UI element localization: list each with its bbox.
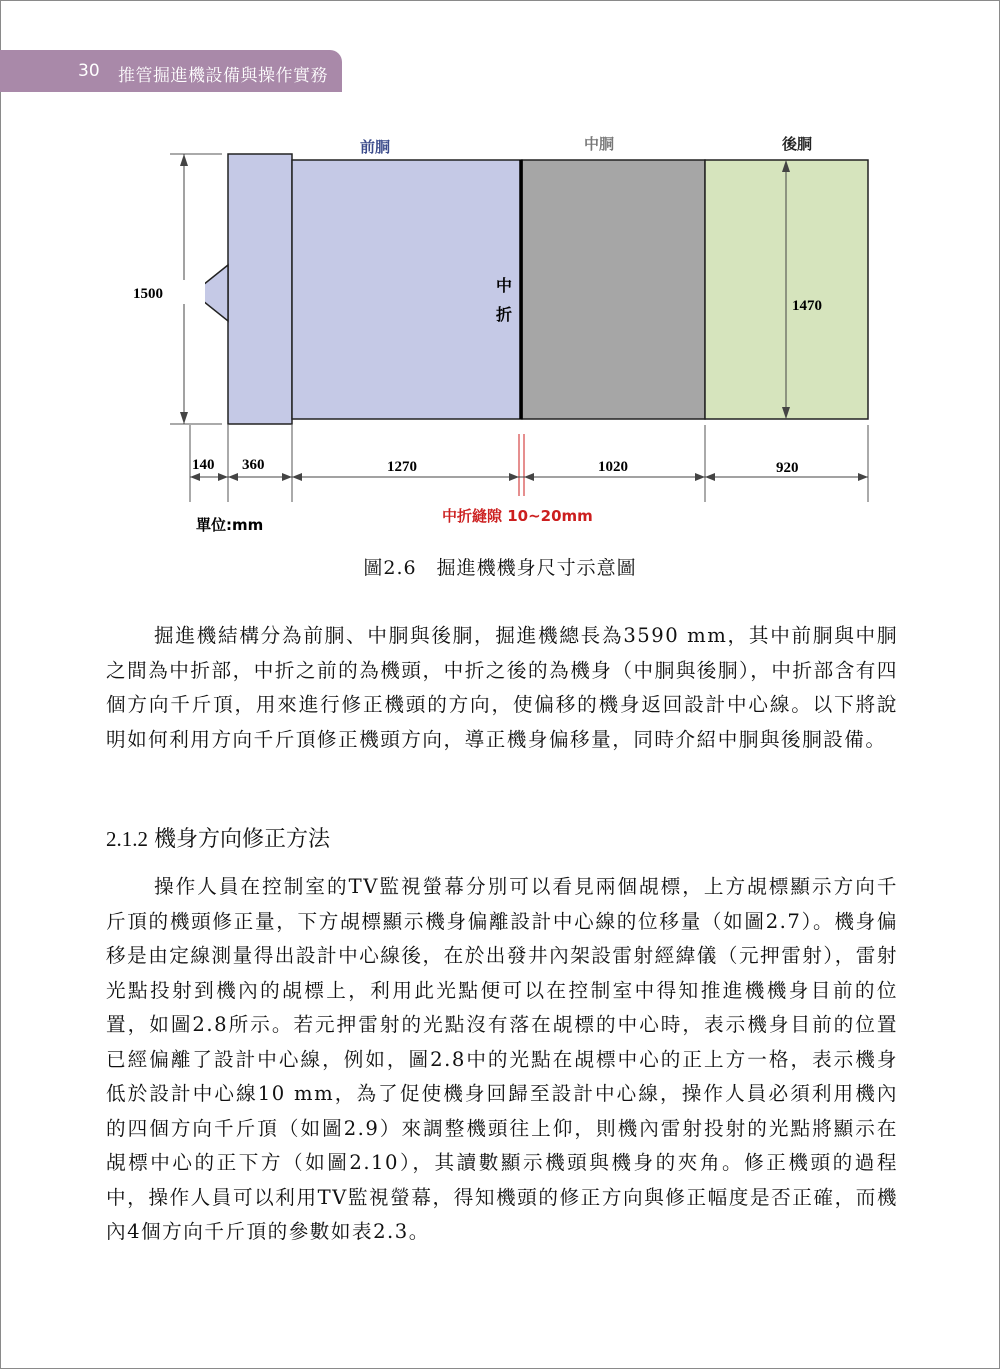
section-number: 2.1.2 [106, 827, 148, 851]
page-number: 30 [78, 61, 100, 81]
figure-caption: 圖2.6 掘進機機身尺寸示意圖 [363, 557, 637, 579]
rear-shell-label: 後胴 [782, 135, 813, 153]
middle-shell [522, 160, 705, 419]
paragraph-direction-correction: 操作人員在控制室的TV監視螢幕分別可以看見兩個覘標，上方覘標顯示方向千斤頂的機頭修正量，下方覘標顯示機身偏離設計中心線的位移量（如圖2.7）。機身偏移是由定線測量得出設計中心線後，在於出發井內架設雷射經緯儀（元押雷射），雷射光點投射到機內的覘標上，利用此光點便可以在控制室中得知推進機機身目前的位置，如圖2.8所示。若元押雷射的光點沒有落在覘標的中心時，表示機身目前的位置已經偏離了設計中心線，例如，圖2.8中的光點在覘標中心的正上方一格，表示機身低於設計中心線10 mm，為了促使機身回歸至設計中心線，操作人員必須利用機內的四個方向千斤頂（如圖2.9）來調整機頭往上仰，則機內雷射投射的光點將顯示在覘標中心的正下方（如圖2.10），其讀數顯示機頭與機身的夾角。修正機頭的過程中，操作人員可以利用TV監視螢幕，得知機頭的修正方向與修正幅度是否正確，而機內4個方向千斤頂的參數如表2.3。 [106, 875, 898, 1243]
paragraph-machine-structure: 掘進機結構分為前胴、中胴與後胴，掘進機總長為3590 mm，其中前胴與中胴之間為中折部，中折之前的為機頭，中折之後的為機身（中胴與後胴），中折部含有四個方向千斤頂，用來進行修正機頭的方向，使偏移的機身返回設計中心線。以下將說明如何利用方向千斤頂修正機頭方向，導正機身偏移量，同時介紹中胴與後胴設備。 [106, 624, 898, 751]
middle-shell-label: 中胴 [584, 135, 615, 153]
unit-label: 單位:mm [196, 516, 264, 534]
gap-label: 中折縫隙 10~20mm [442, 507, 593, 525]
front-shell [292, 160, 522, 419]
height-1470-label: 1470 [792, 298, 822, 314]
height-1500-label: 1500 [133, 286, 163, 302]
dim-1020-label: 1020 [598, 459, 628, 475]
middle-joint-label-2: 折 [496, 305, 513, 324]
middle-joint-label-1: 中 [496, 276, 513, 295]
dim-1270-label: 1270 [387, 459, 417, 475]
section-heading [106, 822, 330, 853]
dim-140-label: 140 [192, 457, 215, 473]
section-title: 機身方向修正方法 [154, 827, 331, 852]
dim-360-label: 360 [242, 457, 265, 473]
cutter-head-block [228, 154, 292, 424]
book-title: 推管掘進機設備與操作實務 [118, 66, 328, 86]
machine-dimension-diagram [0, 120, 1000, 540]
dim-920-label: 920 [776, 460, 799, 476]
front-shell-label: 前胴 [360, 138, 391, 156]
running-header [0, 50, 342, 92]
